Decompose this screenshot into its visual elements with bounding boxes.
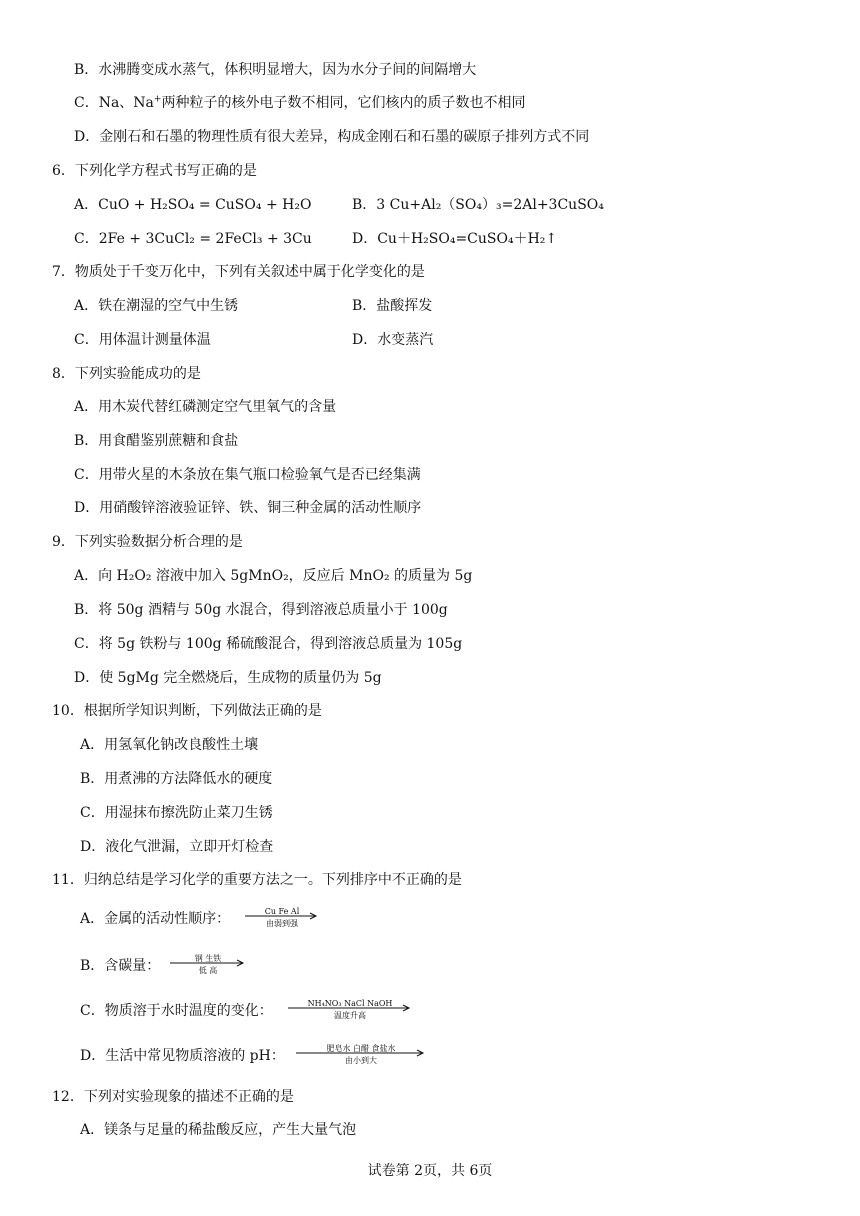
q12-stem: 12．下列对实验现象的描述不正确的是	[52, 1089, 294, 1105]
sequence-bottom-label: 低 高	[198, 966, 218, 975]
q7-stem: 7．物质处于千变万化中，下列有关叙述中属于化学变化的是	[52, 264, 425, 280]
q10-option-b: B．用煮沸的方法降低水的硬度	[80, 771, 273, 787]
q11-option-a	[80, 909, 230, 929]
q9-option-d: D．使 5gMg 完全燃烧后，生成物的质量仍为 5g	[74, 670, 382, 686]
q6-option-b: B．3 Cu+Al₂（SO₄）₃=2Al+3CuSO₄	[352, 197, 604, 213]
q8-option-d: D．用硝酸锌溶液验证锌、铁、铜三种金属的活动性顺序	[74, 500, 422, 516]
q6-option-a: A．CuO + H₂SO₄ = CuSO₄ + H₂O	[74, 197, 312, 213]
q7-option-c: C．用体温计测量体温	[74, 332, 211, 348]
page-footer: 试卷第 2页，共 6页	[367, 1163, 493, 1179]
q6-option-c: C．2Fe + 3CuCl₂ = 2FeCl₃ + 3Cu	[74, 231, 312, 247]
sequence-top-label: 肥皂水 白醋 食盐水	[326, 1044, 396, 1053]
q8-option-b: B．用食醋鉴别蔗糖和食盐	[74, 433, 239, 449]
sequence-bottom-label: 由小到大	[345, 1056, 377, 1065]
sequence-top-label: NH₄NO₃ NaCl NaOH	[307, 999, 393, 1008]
q8-stem: 8．下列实验能成功的是	[52, 366, 201, 382]
sequence-top-label: 钢 生铁	[194, 954, 222, 963]
q8-option-a: A．用木炭代替红磷测定空气里氧气的含量	[74, 399, 337, 415]
q6-option-d: D．Cu＋H₂SO₄=CuSO₄＋H₂↑	[352, 231, 558, 247]
q10-option-d: D．液化气泄漏，立即开灯检查	[80, 839, 274, 855]
sequence-bottom-label: 由弱到强	[266, 919, 298, 928]
q11-option-d	[80, 1046, 285, 1066]
q11-option-b	[80, 956, 160, 976]
q11-option-b-label: B．含碳量：	[80, 958, 161, 974]
q12-option-a: A．镁条与足量的稀盐酸反应，产生大量气泡	[80, 1122, 357, 1138]
q11-option-b-sequence-arrow	[170, 954, 246, 980]
q11-option-c	[80, 1001, 273, 1021]
q5-option-c: C．Na、Na+两种粒子的核外电子数不相同，它们核内的质子数也不相同	[74, 94, 526, 111]
q9-stem: 9．下列实验数据分析合理的是	[52, 534, 243, 550]
q5-option-b: B．水沸腾变成水蒸气，体积明显增大，因为水分子间的间隔增大	[74, 62, 477, 78]
q9-option-b: B．将 50g 酒精与 50g 水混合，得到溶液总质量小于 100g	[74, 602, 448, 618]
q11-option-a-label: A．金属的活动性顺序：	[80, 911, 231, 927]
q9-option-c: C．将 5g 铁粉与 100g 稀硫酸混合，得到溶液总质量为 105g	[74, 636, 463, 652]
q7-option-d: D．水变蒸汽	[352, 332, 434, 348]
q7-option-b: B．盐酸挥发	[352, 298, 433, 314]
q10-stem: 10．根据所学知识判断，下列做法正确的是	[52, 703, 322, 719]
q11-option-d-label: D．生活中常见物质溶液的 pH：	[80, 1048, 285, 1064]
q11-option-c-sequence-arrow	[288, 999, 412, 1025]
q9-option-a: A．向 H₂O₂ 溶液中加入 5gMnO₂，反应后 MnO₂ 的质量为 5g	[74, 568, 473, 584]
q8-option-c: C．用带火星的木条放在集气瓶口检验氧气是否已经集满	[74, 467, 421, 483]
q6-stem: 6．下列化学方程式书写正确的是	[52, 163, 257, 179]
q11-option-d-sequence-arrow	[296, 1044, 426, 1070]
q11-stem: 11．归纳总结是学习化学的重要方法之一。下列排序中不正确的是	[52, 872, 462, 888]
q7-option-a: A．铁在潮湿的空气中生锈	[74, 298, 239, 314]
q11-option-c-label: C．物质溶于水时温度的变化：	[80, 1003, 273, 1019]
q11-option-a-sequence-arrow	[245, 907, 319, 933]
sequence-top-label: Cu Fe Al	[264, 907, 300, 916]
q5-option-d: D．金刚石和石墨的物理性质有很大差异，构成金刚石和石墨的碳原子排列方式不同	[74, 129, 590, 145]
sequence-bottom-label: 温度升高	[334, 1011, 366, 1020]
q10-option-c: C．用湿抹布擦洗防止菜刀生锈	[80, 805, 273, 821]
q10-option-a: A．用氢氧化钠改良酸性土壤	[80, 737, 259, 753]
